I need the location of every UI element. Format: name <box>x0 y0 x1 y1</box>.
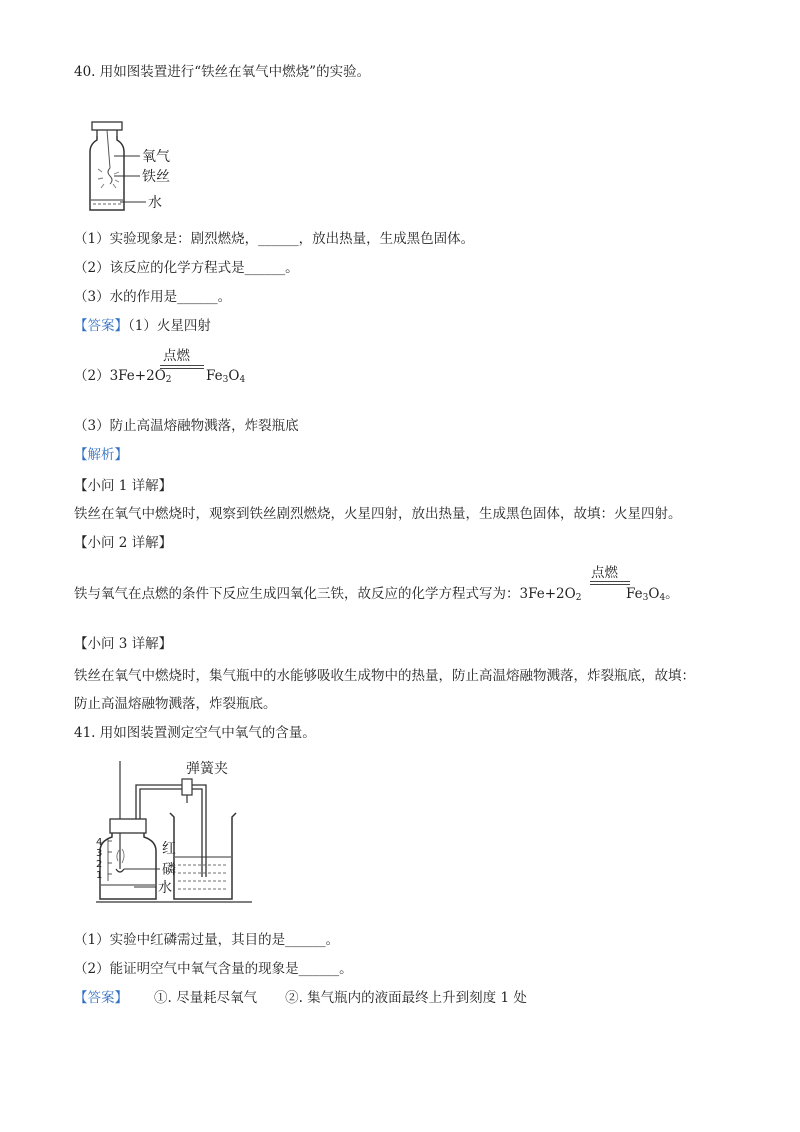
q40-ans3: （3）防止高温熔融物溅落，炸裂瓶底 <box>74 418 299 434</box>
q40-ans2-rhs: $Fe_3O_4$ <box>206 368 246 385</box>
reaction-condition: 点燃 <box>163 348 190 364</box>
detail3-line1: 铁丝在氧气中燃烧时，集气瓶中的水能够吸收生成物中的热量，防止高温熔融物溅落，炸裂瓶底，故填： <box>74 668 695 684</box>
detail1-text: 铁丝在氧气中燃烧时，观察到铁丝剧烈燃烧，火星四射，放出热量，生成黑色固体，故填：火星四射。 <box>74 506 682 522</box>
answer-tag: 【答案】 <box>74 990 128 1006</box>
label-spring-clamp: 弹簧夹 <box>186 761 228 777</box>
scale-3: 3 <box>96 848 103 859</box>
q41-sub1: （1）实验中红磷需过量，其目的是______。 <box>74 932 340 948</box>
q40-figure-oxygen-jar <box>84 120 188 216</box>
q40-ans2-reaction-arrow <box>160 344 204 374</box>
detail2-product: $Fe_3O_4$。 <box>626 586 679 603</box>
label-water-41: 水 <box>158 880 172 896</box>
q41-sub2: （2）能证明空气中氧气含量的现象是______。 <box>74 961 353 977</box>
label-red: 红 <box>162 841 176 857</box>
detail2-text: 铁与氧气在点燃的条件下反应生成四氧化三铁，故反应的化学方程式写为：$3Fe+2O_2$ <box>74 586 582 603</box>
answer-tag: 【答案】 <box>74 318 128 334</box>
label-oxygen: 氧气 <box>142 149 170 165</box>
q40-ans2-lhs: $(2)3Fe+2O_2$ <box>74 368 172 385</box>
detail2-tag: 【小问 2 详解】 <box>74 535 173 551</box>
detail2-reaction-arrow: 点燃 <box>590 561 630 591</box>
label-water: 水 <box>148 195 162 211</box>
q40-ans1: （1）火星四射 <box>128 318 211 334</box>
scale-1: 1 <box>96 870 103 881</box>
label-iron-wire: 铁丝 <box>142 169 170 185</box>
scale-2: 2 <box>96 859 103 870</box>
analysis-tag: 【解析】 <box>74 447 128 463</box>
detail3-line2: 防止高温熔融物溅落，炸裂瓶底。 <box>74 696 277 712</box>
q41-ans2: ②. 集气瓶内的液面最终上升到刻度 1 处 <box>285 990 527 1006</box>
q41-ans1: ①. 尽量耗尽氧气 <box>154 990 258 1006</box>
q41-stem: 41. 用如图装置测定空气中氧气的含量。 <box>74 725 316 741</box>
q41-figure-oxygen-measure <box>94 757 254 905</box>
label-phosphorus: 磷 <box>162 862 176 878</box>
q40-sub1: （1）实验现象是：剧烈燃烧，______，放出热量，生成黑色固体。 <box>74 231 475 247</box>
q41-answer-line <box>74 989 527 1007</box>
q40-sub2: （2）该反应的化学方程式是______。 <box>74 260 299 276</box>
scale-4: 4 <box>96 837 103 848</box>
q40-stem: 40. 用如图装置进行“铁丝在氧气中燃烧”的实验。 <box>74 64 371 80</box>
detail1-tag: 【小问 1 详解】 <box>74 478 173 494</box>
q40-sub3: （3）水的作用是______。 <box>74 289 232 305</box>
q40-answer-line1 <box>74 317 211 335</box>
detail3-tag: 【小问 3 详解】 <box>74 636 173 652</box>
